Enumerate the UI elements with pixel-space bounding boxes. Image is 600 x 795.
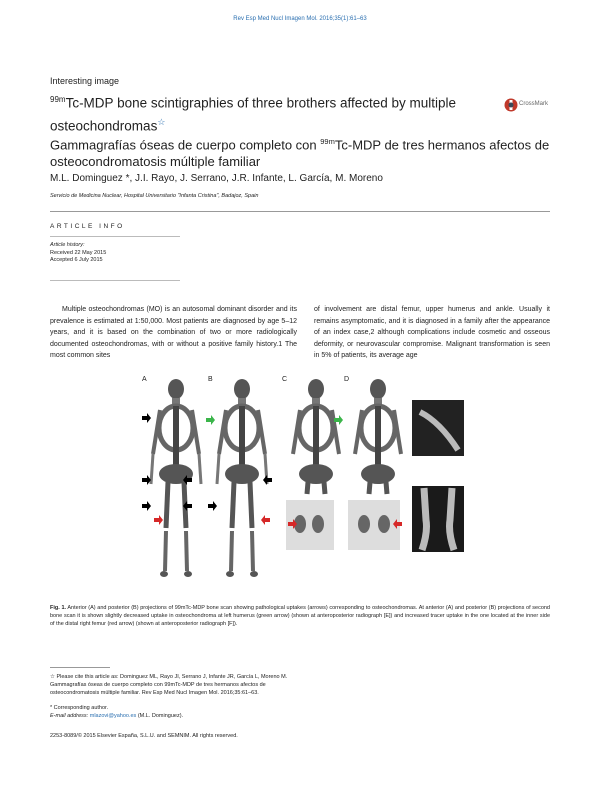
article-subtitle — [50, 133, 550, 170]
panel-label: C — [282, 376, 288, 383]
subtitle-isotope-sup: 99m — [320, 137, 335, 146]
title-isotope-sup: 99m — [50, 95, 66, 104]
journal-header[interactable]: Rev Esp Med Nucl Imagen Mol. 2016;35(1):61–63 — [233, 16, 367, 22]
email-suffix: (M.L. Dominguez). — [137, 713, 184, 719]
accepted-date: Accepted 6 July 2015 — [50, 257, 103, 263]
crossmark-label: CrossMark — [519, 101, 549, 107]
divider — [50, 236, 180, 237]
divider — [50, 280, 180, 281]
divider — [50, 667, 110, 668]
footnote-email — [50, 712, 300, 720]
body-column-left: Multiple osteochondromas (MO) is an autosomal dominant disorder and its prevalence is estimated at 1:50,000. Most patients are diagnosed by age 5–12 years, and it is based on the combination of two or more radiologically documented osteochondromas, with or without a positive family history.1 The most common sites — [50, 306, 297, 359]
issn-copyright: 2253-8089/© 2015 Elsevier España, S.L.U. and SEMNIM. All rights reserved. — [50, 733, 238, 739]
title-star: ☆ — [157, 116, 166, 127]
panel-d-knee-inset — [348, 500, 400, 550]
panel-label: D — [344, 376, 350, 383]
caption-text: Anterior (A) and posterior (B) projections of 99mTc-MDP bone scan showing pathological uptakes (arrows) corresponding to osteochondromas. At anterior (A) and posterior (B) projections of second bone scan it is shown slightly decreased uptake in osteochondroma at left humerus (green arrow) (shown at anteroposterior radiograph [E]) and increased tracer uptake in the one located at the inner side of the distal right femur (red arrow) (shown at anteroposterior radiograph [F]). — [50, 605, 550, 627]
panel-c-scan — [293, 379, 339, 494]
divider — [50, 211, 550, 212]
panel-d-scan — [355, 379, 401, 494]
article-info-heading: ARTICLE INFO — [50, 223, 125, 230]
article-history — [50, 242, 106, 265]
email-label: E-mail address: — [50, 713, 89, 719]
figure-caption — [50, 604, 550, 628]
panel-label: A — [142, 376, 147, 383]
footnote-citation: ☆ Please cite this article as: Dominguez ML, Rayo JI, Serrano J, Infante JR, García L, Moreno M. Gammagrafías óseas de cuerpo completo con 99mTc-MDP de tres hermanos afectos de osteocondromatosis múltiple familiar. Rev Esp Med Nucl Imagen Mol. 2016;35:61–63. — [50, 674, 288, 696]
article-type: Interesting image — [50, 76, 120, 86]
article-title — [50, 91, 490, 135]
affiliation: Servicio de Medicina Nuclear, Hospital Universitario "Infanta Cristina", Badajoz, Spain — [50, 193, 259, 199]
email-link[interactable]: mlazovi@yahoo.es — [89, 713, 137, 719]
received-date: Received 22 May 2015 — [50, 249, 107, 256]
history-label: Article history: — [50, 242, 85, 248]
title-text: Tc-MDP bone scintigraphies of three brothers affected by multiple osteochondromas — [50, 95, 457, 133]
panel-label: B — [208, 376, 213, 383]
figure-svg — [140, 372, 470, 602]
caption-label: Fig. 1. — [50, 605, 67, 611]
panel-a-scan — [151, 379, 201, 577]
crossmark-badge[interactable] — [504, 96, 548, 114]
subtitle-post: Tc-MDP de tres hermanos afectos de osteocondromatosis múltiple familiar — [50, 137, 550, 170]
subtitle-pre: Gammagrafías óseas de cuerpo completo con — [50, 137, 321, 153]
footnote-corresponding: * Corresponding author. — [50, 705, 109, 711]
figure-bone-scans — [140, 372, 470, 602]
authors: M.L. Dominguez *, J.I. Rayo, J. Serrano, J.R. Infante, L. García, M. Moreno — [50, 173, 383, 184]
panel-b-scan — [217, 379, 267, 577]
radiograph-f — [412, 486, 464, 552]
body-column-right: of involvement are distal femur, upper humerus and ankle. Usually it remains asymptomatic, and it is diagnosed in a family after the appearance of an index case,2 although complications include cosmetic and osseous deformity, or neurovascular compromise. Malignant transformation is seen in 5% of patients, its average age — [314, 306, 550, 359]
